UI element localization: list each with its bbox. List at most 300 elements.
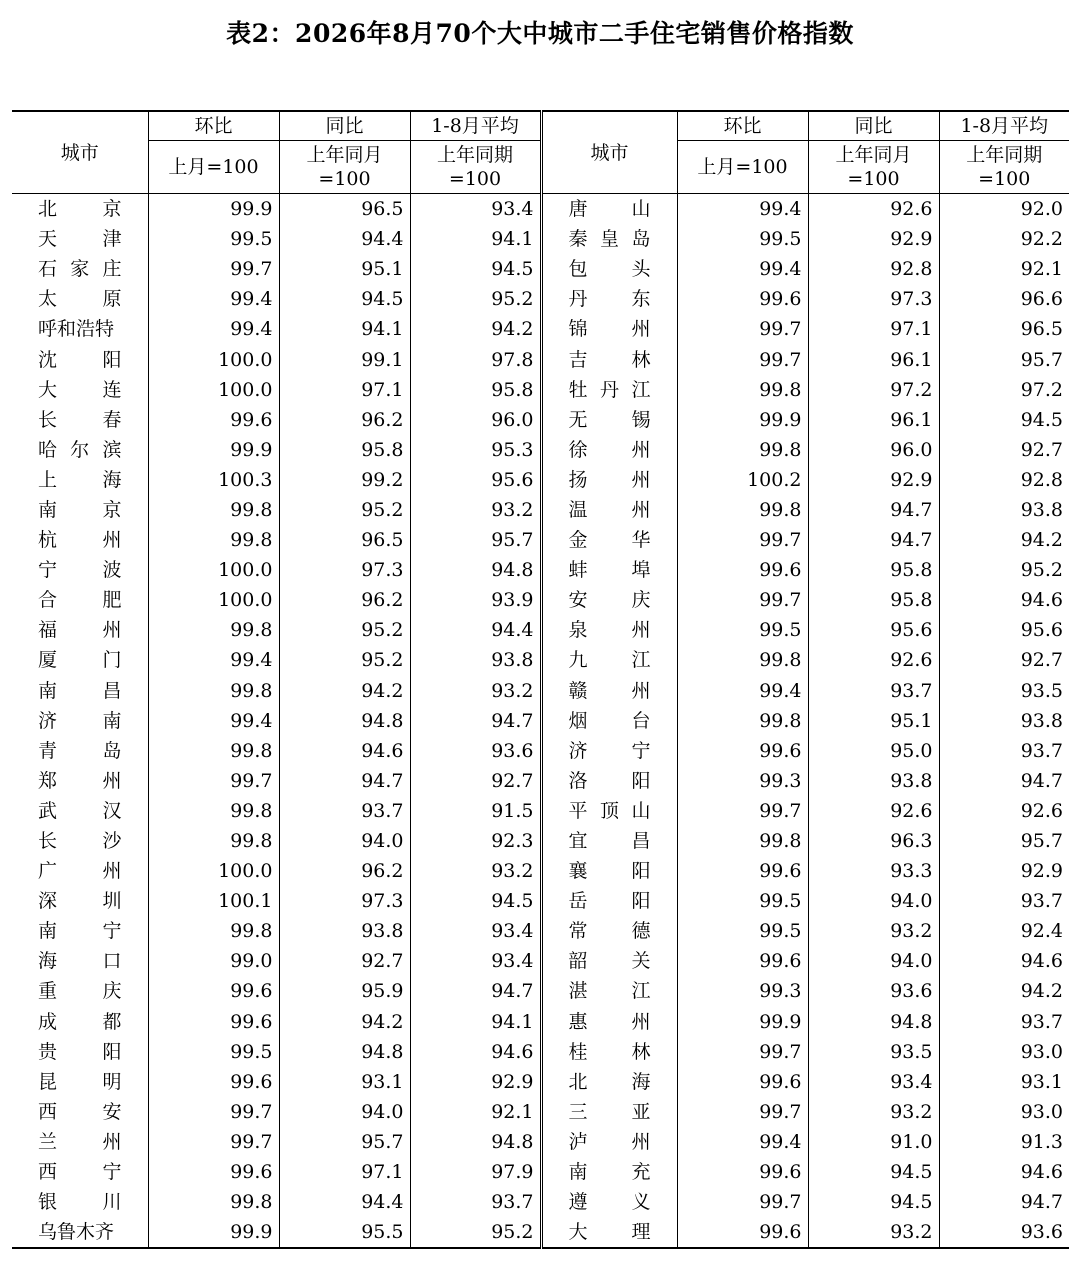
city-name: 广 州 [38,860,122,883]
left-yoy-value: 95.7 [279,1127,410,1157]
left-avg-value: 93.8 [410,645,541,675]
right-city-cell [541,1097,677,1127]
city-name: 北 海 [568,1070,651,1093]
city-name: 呼和浩特 [38,318,115,341]
left-avg-value: 93.2 [410,676,541,706]
left-mom-value: 99.6 [148,1007,279,1037]
left-yoy-value: 93.8 [279,916,410,946]
right-mom-value: 99.4 [677,194,808,225]
right-city-cell [541,435,677,465]
left-city-cell [12,224,148,254]
left-yoy-value: 94.6 [279,736,410,766]
right-avg-value: 92.9 [939,856,1069,886]
city-name: 丹 东 [568,288,651,311]
right-avg-value: 94.7 [939,1187,1069,1217]
left-yoy-value: 94.5 [279,284,410,314]
left-mom-value: 99.8 [148,615,279,645]
left-city-cell [12,405,148,435]
right-city-cell [541,555,677,585]
right-city-cell [541,314,677,344]
left-yoy-value: 93.1 [279,1067,410,1097]
left-city-cell [12,1007,148,1037]
table-row [12,314,1069,344]
left-avg-value: 94.1 [410,224,541,254]
city-name: 太 原 [38,288,122,311]
right-avg-value: 94.5 [939,405,1069,435]
left-mom-value: 99.6 [148,1157,279,1187]
left-yoy-value: 94.2 [279,676,410,706]
city-name: 长 春 [38,408,122,431]
left-avg-value: 95.2 [410,1217,541,1248]
right-mom-value: 99.6 [677,555,808,585]
left-city-cell [12,555,148,585]
left-yoy-value: 96.5 [279,194,410,225]
left-yoy-value: 97.3 [279,886,410,916]
right-city-cell [541,796,677,826]
city-name: 桂 林 [568,1040,651,1063]
right-mom-value: 99.8 [677,435,808,465]
left-avg-value: 92.3 [410,826,541,856]
city-name: 武 汉 [38,799,122,822]
city-name: 洛 阳 [568,769,651,792]
right-mom-value: 99.3 [677,766,808,796]
right-avg-value: 93.7 [939,736,1069,766]
city-name: 泉 州 [568,619,651,642]
right-mom-value: 99.5 [677,615,808,645]
table-row [12,194,1069,225]
table-row [12,946,1069,976]
right-mom-value: 99.6 [677,856,808,886]
right-city-cell [541,736,677,766]
left-mom-value: 99.7 [148,254,279,284]
avg-base-right-line1: 上年同期 [966,144,1043,166]
mom-header-right: 环比 [677,111,808,141]
left-city-cell [12,1067,148,1097]
right-yoy-value: 95.8 [808,555,939,585]
left-yoy-value: 96.5 [279,525,410,555]
left-mom-value: 100.0 [148,856,279,886]
city-name: 秦 皇 岛 [568,228,651,251]
table-row [12,676,1069,706]
right-yoy-value: 92.6 [808,194,939,225]
right-mom-value: 99.8 [677,826,808,856]
city-name: 唐 山 [568,198,651,221]
left-city-cell [12,886,148,916]
table-row [12,1157,1069,1187]
right-yoy-value: 94.7 [808,525,939,555]
left-mom-value: 100.0 [148,375,279,405]
right-avg-value: 94.6 [939,1157,1069,1187]
right-avg-value: 93.0 [939,1037,1069,1067]
right-yoy-value: 93.2 [808,1217,939,1248]
left-yoy-value: 96.2 [279,405,410,435]
right-mom-value: 99.7 [677,796,808,826]
left-mom-value: 100.1 [148,886,279,916]
right-yoy-value: 91.0 [808,1127,939,1157]
city-name: 包 头 [568,258,651,281]
yoy-base-line1: 上年同月 [306,144,383,166]
right-yoy-value: 92.6 [808,796,939,826]
left-mom-value: 99.7 [148,1127,279,1157]
right-city-cell [541,1187,677,1217]
right-yoy-value: 94.5 [808,1157,939,1187]
left-avg-value: 97.9 [410,1157,541,1187]
table-row [12,254,1069,284]
left-mom-value: 99.7 [148,1097,279,1127]
table-row [12,1097,1069,1127]
left-mom-value: 99.0 [148,946,279,976]
city-name: 重 庆 [38,980,122,1003]
left-city-cell [12,1097,148,1127]
right-avg-value: 92.8 [939,465,1069,495]
left-mom-value: 99.8 [148,916,279,946]
right-mom-value: 99.8 [677,495,808,525]
left-avg-value: 93.9 [410,585,541,615]
right-avg-value: 92.4 [939,916,1069,946]
left-yoy-value: 94.8 [279,706,410,736]
right-mom-value: 99.4 [677,254,808,284]
right-yoy-value: 93.2 [808,916,939,946]
right-avg-value: 94.2 [939,976,1069,1006]
right-avg-value: 94.2 [939,525,1069,555]
left-mom-value: 99.7 [148,766,279,796]
city-name: 无 锡 [568,408,651,431]
mom-base-right: 上月=100 [677,141,808,194]
left-avg-value: 92.7 [410,766,541,796]
city-name: 南 昌 [38,679,122,702]
table-row [12,555,1069,585]
table-row [12,1217,1069,1248]
right-mom-value: 99.8 [677,706,808,736]
yoy-base-right [808,141,939,194]
city-name: 昆 明 [38,1070,122,1093]
left-yoy-value: 94.0 [279,1097,410,1127]
table-row [12,224,1069,254]
left-yoy-value: 94.8 [279,1037,410,1067]
left-mom-value: 99.9 [148,435,279,465]
right-yoy-value: 95.6 [808,615,939,645]
right-city-cell [541,645,677,675]
left-yoy-value: 97.1 [279,1157,410,1187]
left-yoy-value: 95.2 [279,645,410,675]
left-yoy-value: 94.2 [279,1007,410,1037]
city-name: 温 州 [568,498,651,521]
city-name: 牡 丹 江 [568,378,651,401]
city-name: 九 江 [568,649,651,672]
table-row [12,284,1069,314]
yoy-header: 同比 [279,111,410,141]
right-yoy-value: 94.0 [808,886,939,916]
left-yoy-value: 95.5 [279,1217,410,1248]
table-body [12,194,1069,1249]
table-row [12,766,1069,796]
table-row [12,435,1069,465]
left-avg-value: 94.7 [410,976,541,1006]
left-city-cell [12,435,148,465]
avg-base-line2: =100 [448,168,502,190]
right-city-cell [541,676,677,706]
right-yoy-value: 97.3 [808,284,939,314]
right-avg-value: 97.2 [939,375,1069,405]
left-mom-value: 100.0 [148,555,279,585]
avg-header-right: 1-8月平均 [939,111,1069,141]
table-row [12,976,1069,1006]
right-city-cell [541,284,677,314]
city-name: 泸 州 [568,1130,651,1153]
city-name: 天 津 [38,228,122,251]
left-mom-value: 99.8 [148,676,279,706]
right-yoy-value: 96.1 [808,344,939,374]
left-mom-value: 99.9 [148,194,279,225]
table-row [12,1187,1069,1217]
right-avg-value: 92.7 [939,645,1069,675]
right-yoy-value: 92.6 [808,645,939,675]
right-city-cell [541,465,677,495]
right-avg-value: 96.6 [939,284,1069,314]
left-yoy-value: 95.2 [279,615,410,645]
city-name: 济 南 [38,709,122,732]
left-city-cell [12,314,148,344]
right-mom-value: 99.7 [677,344,808,374]
right-city-cell [541,1157,677,1187]
right-yoy-value: 94.7 [808,495,939,525]
left-avg-value: 95.2 [410,284,541,314]
city-name: 哈 尔 滨 [38,438,122,461]
city-name: 锦 州 [568,318,651,341]
right-avg-value: 94.6 [939,585,1069,615]
right-yoy-value: 93.7 [808,676,939,706]
right-yoy-value: 93.4 [808,1067,939,1097]
right-avg-value: 93.7 [939,1007,1069,1037]
right-city-cell [541,766,677,796]
city-name: 西 安 [38,1100,122,1123]
table-row [12,1127,1069,1157]
table-row [12,1007,1069,1037]
right-yoy-value: 96.1 [808,405,939,435]
city-name: 南 京 [38,498,122,521]
right-avg-value: 93.5 [939,676,1069,706]
city-name: 贵 阳 [38,1040,122,1063]
left-yoy-value: 93.7 [279,796,410,826]
right-city-cell [541,585,677,615]
left-avg-value: 93.4 [410,946,541,976]
right-mom-value: 99.7 [677,1187,808,1217]
avg-header: 1-8月平均 [410,111,541,141]
right-yoy-value: 94.8 [808,1007,939,1037]
city-name: 沈 阳 [38,348,122,371]
city-name: 合 肥 [38,589,122,612]
city-name: 郑 州 [38,769,122,792]
city-name: 海 口 [38,950,122,973]
city-name: 大 连 [38,378,122,401]
right-mom-value: 99.8 [677,375,808,405]
left-yoy-value: 95.9 [279,976,410,1006]
right-city-cell [541,375,677,405]
right-avg-value: 92.2 [939,224,1069,254]
right-mom-value: 99.9 [677,405,808,435]
right-mom-value: 99.3 [677,976,808,1006]
city-name: 襄 阳 [568,860,651,883]
right-yoy-value: 93.2 [808,1097,939,1127]
right-yoy-value: 93.8 [808,766,939,796]
header-row-1 [12,111,1069,141]
table-row [12,375,1069,405]
left-city-cell [12,796,148,826]
right-avg-value: 94.6 [939,946,1069,976]
left-mom-value: 99.8 [148,826,279,856]
right-yoy-value: 95.1 [808,706,939,736]
left-yoy-value: 94.7 [279,766,410,796]
table-row [12,495,1069,525]
right-city-cell [541,826,677,856]
right-city-cell [541,254,677,284]
right-mom-value: 99.7 [677,585,808,615]
left-yoy-value: 94.0 [279,826,410,856]
right-mom-value: 99.6 [677,946,808,976]
yoy-header-right: 同比 [808,111,939,141]
right-city-cell [541,976,677,1006]
right-city-cell [541,916,677,946]
left-city-cell [12,284,148,314]
right-yoy-value: 93.3 [808,856,939,886]
left-mom-value: 99.8 [148,525,279,555]
city-name: 西 宁 [38,1161,122,1184]
city-name: 杭 州 [38,529,122,552]
left-city-cell [12,916,148,946]
right-mom-value: 99.7 [677,525,808,555]
left-avg-value: 94.8 [410,555,541,585]
left-yoy-value: 99.2 [279,465,410,495]
page-title: 表2：2026年8月70个大中城市二手住宅销售价格指数 [226,19,854,48]
right-city-cell [541,495,677,525]
city-name: 福 州 [38,619,122,642]
left-avg-value: 95.6 [410,465,541,495]
left-city-cell [12,645,148,675]
left-avg-value: 91.5 [410,796,541,826]
left-avg-value: 94.5 [410,886,541,916]
right-yoy-value: 95.0 [808,736,939,766]
table-row [12,856,1069,886]
right-mom-value: 99.5 [677,916,808,946]
left-city-cell [12,1157,148,1187]
left-avg-value: 93.2 [410,495,541,525]
city-name: 南 充 [568,1161,651,1184]
city-name: 安 庆 [568,589,651,612]
left-yoy-value: 95.8 [279,435,410,465]
left-city-cell [12,254,148,284]
left-city-cell [12,766,148,796]
left-yoy-value: 96.2 [279,585,410,615]
right-city-cell [541,856,677,886]
right-yoy-value: 94.0 [808,946,939,976]
table-row [12,886,1069,916]
table-row [12,826,1069,856]
left-mom-value: 99.4 [148,706,279,736]
left-avg-value: 94.7 [410,706,541,736]
right-mom-value: 99.6 [677,1067,808,1097]
city-name: 蚌 埠 [568,559,651,582]
yoy-base-right-line2: =100 [847,168,900,190]
right-mom-value: 99.9 [677,1007,808,1037]
right-avg-value: 92.0 [939,194,1069,225]
right-avg-value: 95.6 [939,615,1069,645]
right-mom-value: 99.8 [677,645,808,675]
table-row [12,1037,1069,1067]
table-row [12,525,1069,555]
left-mom-value: 99.5 [148,224,279,254]
left-mom-value: 99.4 [148,314,279,344]
right-avg-value: 92.7 [939,435,1069,465]
city-name: 南 宁 [38,920,122,943]
right-city-cell [541,1127,677,1157]
right-city-cell [541,525,677,555]
city-name: 乌鲁木齐 [38,1221,115,1244]
left-city-cell [12,495,148,525]
left-city-cell [12,676,148,706]
city-name: 成 都 [38,1010,122,1033]
city-header: 城市 [12,111,148,194]
right-yoy-value: 92.9 [808,224,939,254]
table-row [12,706,1069,736]
left-city-cell [12,976,148,1006]
left-mom-value: 100.0 [148,585,279,615]
left-mom-value: 99.8 [148,796,279,826]
right-mom-value: 99.4 [677,676,808,706]
city-name: 金 华 [568,529,651,552]
left-city-cell [12,1187,148,1217]
right-yoy-value: 96.3 [808,826,939,856]
city-name: 兰 州 [38,1130,122,1153]
city-name: 平 顶 山 [568,799,651,822]
left-city-cell [12,344,148,374]
right-avg-value: 95.7 [939,344,1069,374]
left-city-cell [12,1217,148,1248]
left-avg-value: 96.0 [410,405,541,435]
right-avg-value: 92.6 [939,796,1069,826]
yoy-base-line2: =100 [318,168,371,190]
left-avg-value: 94.2 [410,314,541,344]
right-mom-value: 99.7 [677,314,808,344]
left-yoy-value: 94.4 [279,1187,410,1217]
left-avg-value: 97.8 [410,344,541,374]
left-city-cell [12,706,148,736]
left-avg-value: 93.2 [410,856,541,886]
right-mom-value: 99.5 [677,224,808,254]
right-city-cell [541,706,677,736]
left-mom-value: 100.0 [148,344,279,374]
city-name: 徐 州 [568,438,651,461]
right-mom-value: 99.5 [677,886,808,916]
right-city-cell [541,1007,677,1037]
left-city-cell [12,1127,148,1157]
table-row [12,344,1069,374]
left-avg-value: 93.7 [410,1187,541,1217]
table-row [12,585,1069,615]
left-yoy-value: 99.1 [279,344,410,374]
city-name: 银 川 [38,1191,122,1214]
left-mom-value: 99.6 [148,1067,279,1097]
left-avg-value: 95.3 [410,435,541,465]
right-mom-value: 99.7 [677,1037,808,1067]
left-avg-value: 94.5 [410,254,541,284]
city-name: 宁 波 [38,559,122,582]
right-yoy-value: 95.8 [808,585,939,615]
city-name: 韶 关 [568,950,651,973]
table-row [12,405,1069,435]
left-city-cell [12,194,148,225]
table-row [12,465,1069,495]
city-name: 厦 门 [38,649,122,672]
